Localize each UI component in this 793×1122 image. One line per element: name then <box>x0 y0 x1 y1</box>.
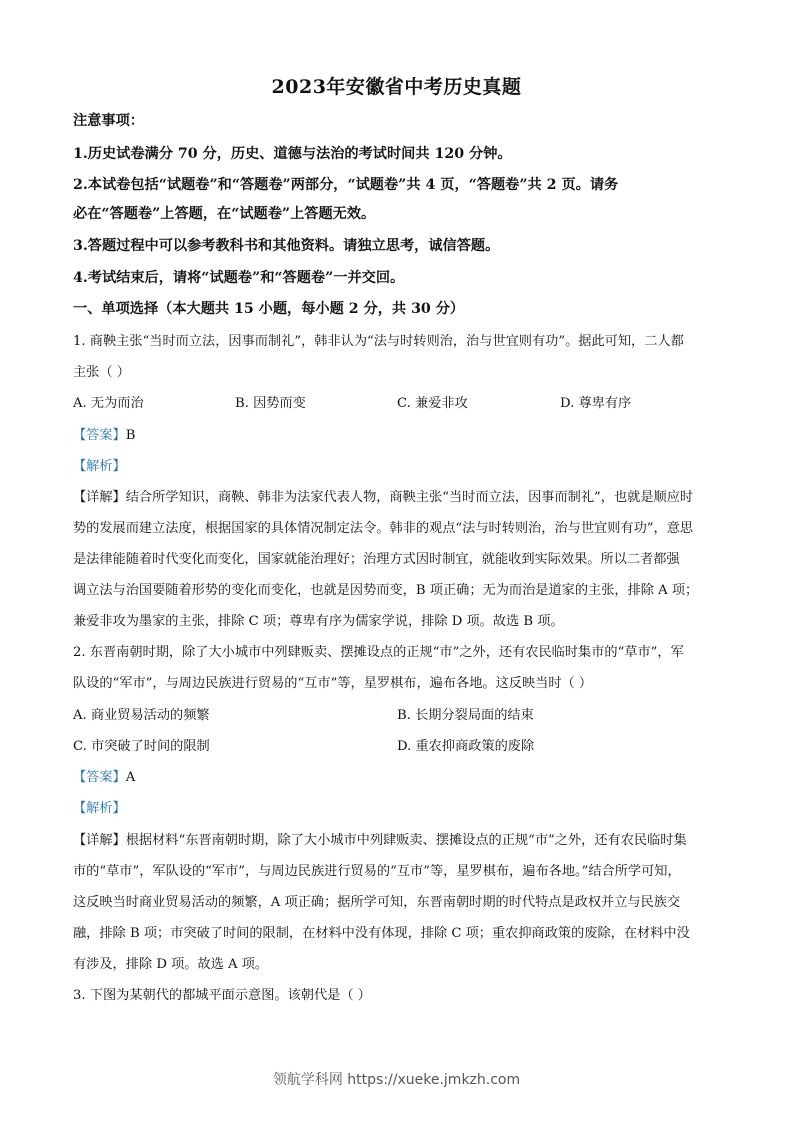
question-2-option-c: C. 市突破了时间的限制 <box>73 739 210 754</box>
question-2-stem-line2: 队设的“军市”，与周边民族进行贸易的“互市”等，星罗棋布，遍布各地。这反映当时（ ） <box>73 676 593 691</box>
question-1-detail-line1: 【详解】结合所学知识，商鞅、韩非为法家代表人物，商鞅主张“当时而立法，因事而制礼”，也就是顺应时 <box>73 490 694 505</box>
footer-watermark: 领航学科网 https://xueke.jmkzh.com <box>272 1072 521 1088</box>
question-1-option-b: B. 因势而变 <box>235 396 306 411</box>
question-1-detail-line5: 兼爱非攻为墨家的主张，排除 C 项；尊卑有序为儒家学说，排除 D 项。故选 B 项。 <box>73 614 564 629</box>
question-2-answer <box>73 766 135 785</box>
question-1-detail-line3: 是法律能随着时代变化而变化，国家就能治理好；治理方式因时制宜，就能收到实际效果。所以二者都强 <box>73 552 680 567</box>
question-2-option-b: B. 长期分裂局面的结束 <box>397 708 534 723</box>
question-2-stem-line1: 2. 东晋南朝时期，除了大小城市中列肆贩卖、摆摊设点的正规“市”之外，还有农民临时集市的“草市”，军 <box>73 645 684 660</box>
question-1-analysis-label: 【解析】 <box>73 459 126 474</box>
question-2-option-a: A. 商业贸易活动的频繁 <box>73 708 210 723</box>
question-2-detail-line2: 市的“草市”，军队设的“军市”，与周边民族进行贸易的“互市”等，星罗棋布，遍布各地。”结合所学可知， <box>73 864 681 879</box>
question-1-option-d: D. 尊卑有序 <box>560 396 632 411</box>
notes-item-4: 4.考试结束后，请将“试题卷”和“答题卷”一并交回。 <box>73 270 405 286</box>
question-1-option-c: C. 兼爱非攻 <box>397 396 468 411</box>
notes-item-2-line2: 必在“答题卷”上答题，在“试题卷”上答题无效。 <box>73 206 376 222</box>
section-heading: 一、单项选择（本大题共 15 小题，每小题 2 分，共 30 分） <box>73 301 465 317</box>
page-title: 2023年安徽省中考历史真题 <box>271 76 522 98</box>
answer-label: 【答案】 <box>73 770 126 785</box>
notes-item-2-line1: 2.本试卷包括“试题卷”和“答题卷”两部分，“试题卷”共 4 页，“答题卷”共 2 页。请务 <box>73 177 619 193</box>
question-2-detail-line1: 【详解】根据材料“东晋南朝时期，除了大小城市中列肆贩卖、摆摊设点的正规“市”之外，还有农民临时集 <box>73 833 687 848</box>
question-1-stem-line2: 主张（ ） <box>73 365 130 380</box>
question-1-option-a: A. 无为而治 <box>73 396 144 411</box>
question-1-detail-line2: 势的发展而建立法度，根据国家的具体情况制定法令。韩非的观点“法与时转则治，治与世宜则有功”，意思 <box>73 521 694 536</box>
question-3-stem: 3. 下图为某朝代的都城平面示意图。该朝代是（ ） <box>73 988 371 1003</box>
question-2-analysis-label: 【解析】 <box>73 801 126 816</box>
question-2-detail-line5: 有涉及，排除 D 项。故选 A 项。 <box>73 957 269 972</box>
answer-value: A <box>125 770 136 785</box>
question-1-stem-line1: 1. 商鞅主张“当时而立法，因事而制礼”，韩非认为“法与时转则治，治与世宜则有功”。据此可知，二人都 <box>73 334 684 349</box>
question-1-detail-line4: 调立法与治国要随着形势的变化而变化，也就是因势而变，B 项正确；无为而治是道家的主张，排除 A 项； <box>73 583 699 598</box>
question-2-option-d: D. 重农抑商政策的废除 <box>397 739 535 754</box>
question-1-answer <box>73 424 135 443</box>
answer-value: B <box>125 428 136 443</box>
notes-item-3: 3.答题过程中可以参考教科书和其他资料。请独立思考，诚信答题。 <box>73 238 500 254</box>
answer-label: 【答案】 <box>73 428 126 443</box>
question-2-detail-line4: 融，排除 B 项；市突破了时间的限制，在材料中没有体现，排除 C 项；重农抑商政策的废除，在材料中没 <box>73 926 690 941</box>
notes-heading: 注意事项： <box>73 113 144 129</box>
notes-item-1: 1.历史试卷满分 70 分，历史、道德与法治的考试时间共 120 分钟。 <box>73 146 512 162</box>
question-2-detail-line3: 这反映当时商业贸易活动的频繁，A 项正确；据所学可知，东晋南朝时期的时代特点是政权并立与民族交 <box>73 895 681 910</box>
